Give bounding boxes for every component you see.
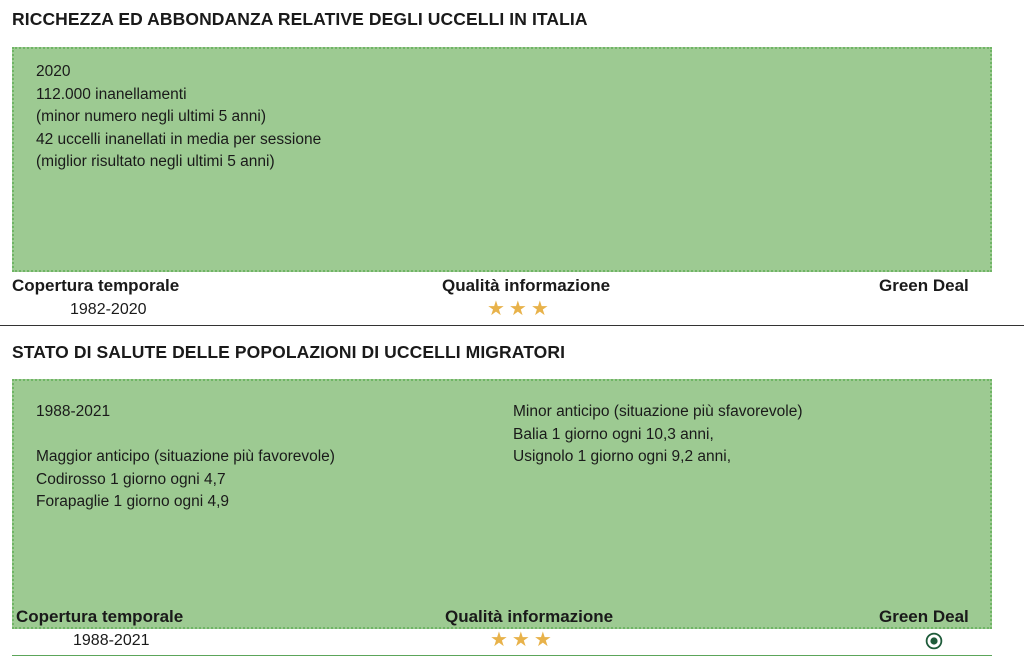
- text-line: (miglior risultato negli ultimi 5 anni): [36, 153, 275, 170]
- text-line: [36, 424, 335, 447]
- text-line: Codirosso 1 giorno ogni 4,7: [36, 470, 226, 488]
- text-line: Usignolo 1 giorno ogni 9,2 anni,: [513, 448, 732, 465]
- indicator-box: [12, 47, 992, 272]
- quality-label: Qualità informazione: [442, 276, 611, 295]
- green-deal-label: Green Deal: [879, 276, 969, 295]
- text-line: 42 uccelli inanellati in media per sessione: [36, 130, 322, 148]
- text-line: Maggior anticipo (situazione più favorevole): [36, 448, 335, 465]
- green-deal-label: Green Deal: [879, 607, 969, 626]
- quality-label: Qualità informazione: [445, 607, 614, 626]
- indicator-text-right: [513, 401, 802, 469]
- text-line: 1988-2021: [36, 403, 111, 420]
- text-line: Balia 1 giorno ogni 10,3 anni,: [513, 425, 714, 443]
- bottom-divider: [12, 655, 992, 656]
- coverage-value: 1988-2021: [73, 632, 150, 649]
- section-migratory-birds: [0, 326, 1024, 669]
- quality-stars: ★★★: [490, 629, 556, 651]
- text-line: 112.000 inanellamenti: [36, 85, 187, 103]
- coverage-value: 1982-2020: [70, 301, 147, 318]
- text-line: Minor anticipo (situazione più sfavorevole): [513, 403, 803, 420]
- coverage-label: Copertura temporale: [12, 276, 180, 295]
- text-line: Forapaglie 1 giorno ogni 4,9: [36, 493, 230, 510]
- coverage-label: Copertura temporale: [16, 607, 184, 626]
- quality-stars: ★★★: [487, 298, 553, 320]
- indicator-text: [36, 61, 321, 174]
- section-title: STATO DI SALUTE DELLE POPOLAZIONI DI UCCELLI MIGRATORI: [12, 342, 566, 362]
- text-line: 2020: [36, 63, 71, 80]
- indicator-text-left: [36, 401, 335, 514]
- indicator-box: [12, 379, 992, 629]
- text-line: (minor numero negli ultimi 5 anni): [36, 108, 267, 125]
- section-title: RICCHEZZA ED ABBONDANZA RELATIVE DEGLI UCCELLI IN ITALIA: [12, 9, 588, 29]
- section-bird-richness: [0, 0, 1024, 326]
- target-circle-icon: [925, 632, 943, 650]
